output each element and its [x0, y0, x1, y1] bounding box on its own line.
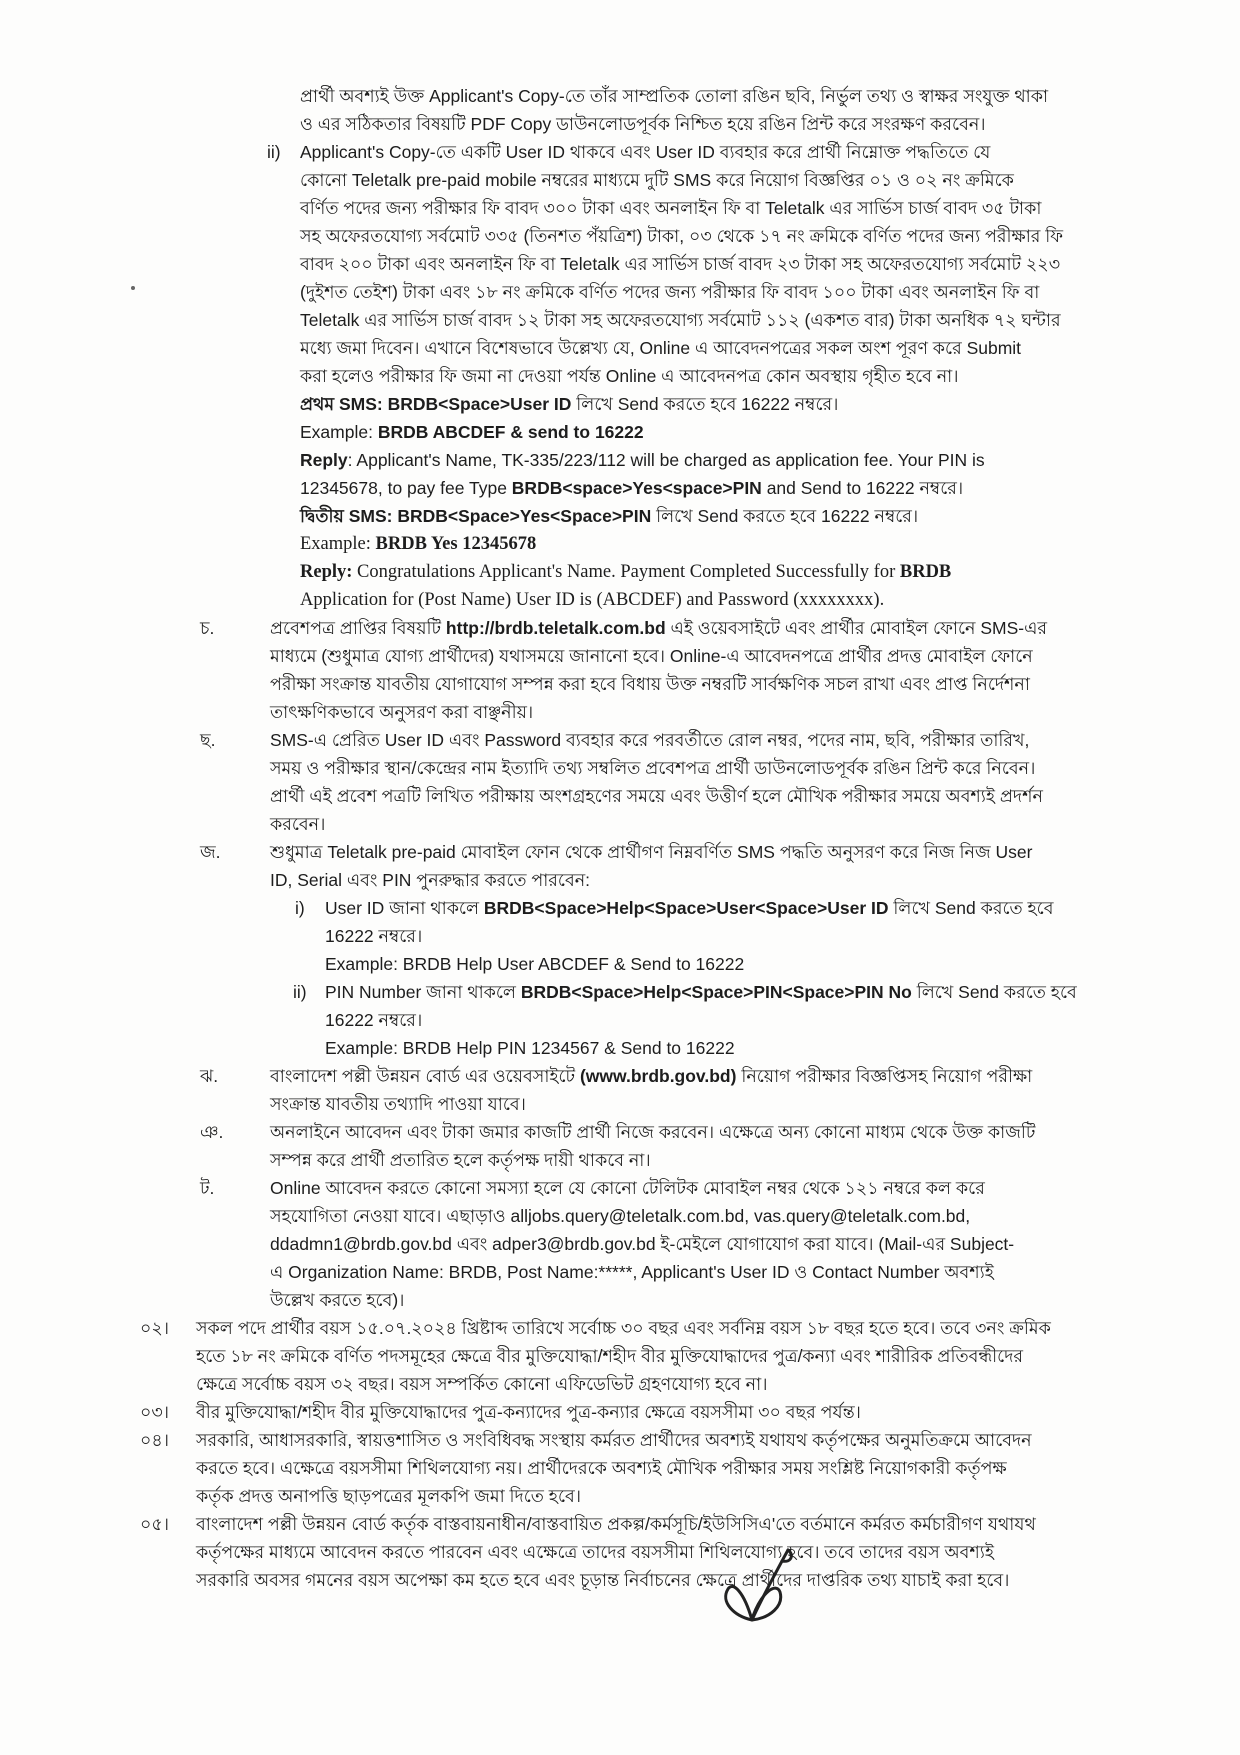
- text-line: মধ্যে জমা দিবেন। এখানে বিশেষভাবে উল্লেখ্য যে, Online এ আবেদনপত্রের সকল অংশ পূরণ করে Submit: [300, 338, 1022, 358]
- item-ja-sub-i-marker: i): [295, 898, 305, 918]
- item-02-age-limit-marker: ০২।: [140, 1318, 170, 1338]
- text-line: করতে হবে। এক্ষেত্রে বয়সসীমা শিথিলযোগ্য নয়। প্রার্থীদেরকে অবশ্যই মৌখিক পরীক্ষার সময় সংশ্লিষ্ট নিয়োগকারী কর্তৃপক্ষ: [196, 1458, 1007, 1478]
- text-line: তাৎক্ষণিকভাবে অনুসরণ করা বাঞ্ছনীয়।: [270, 702, 534, 722]
- sms-first-instruction: [300, 390, 1018, 418]
- text-line: সহযোগিতা নেওয়া যাবে। এছাড়াও alljobs.query@teletalk.com.bd, vas.query@teletalk.com.bd,: [270, 1206, 971, 1226]
- item-ja-sub-i-example: [325, 950, 1015, 978]
- text-line: প্রবেশপত্র প্রাপ্তির বিষয়টি http://brdb.teletalk.com.bd এই ওয়েবসাইটে এবং প্রার্থীর মোবাইল ফোনে SMS-এর: [270, 618, 1048, 638]
- item-cha-admit-card: [200, 614, 1048, 726]
- text-line: সম্পন্ন করে প্রার্থী প্রতারিত হলে কর্তৃপক্ষ দায়ী থাকবে না।: [270, 1150, 651, 1170]
- text-line: Example: BRDB ABCDEF & send to 16222: [300, 422, 644, 442]
- item-ta-helpline: [200, 1174, 1016, 1314]
- text-line: Applicant's Copy-তে একটি User ID থাকবে এবং User ID ব্যবহার করে প্রার্থী নিম্নোক্ত পদ্ধতিতে যে: [300, 142, 991, 162]
- item-ja-recovery: [200, 838, 1033, 894]
- text-line: ও এর সঠিকতার বিষয়টি PDF Copy ডাউনলোডপূর্বক নিশ্চিত হয়ে রঙিন প্রিন্ট করে সংরক্ষণ করবেন।: [300, 114, 986, 134]
- text-line: ddadmn1@brdb.gov.bd এবং adper3@brdb.gov.bd ই-মেইলে যোগাযোগ করা যাবে। (Mail-এর Subject-: [270, 1234, 1015, 1254]
- text-line: কর্তৃক প্রদত্ত অনাপত্তি ছাড়পত্রের মূলকপি জমা দিতে হবে।: [196, 1486, 581, 1506]
- text-line: কর্তৃপক্ষের মাধ্যমে আবেদন করতে পারবেন এবং এক্ষেত্রে তাদের বয়সসীমা শিথিলযোগ্য হবে। তবে তাদের বয়স অবশ্যই: [196, 1542, 994, 1562]
- text-line: ক্ষেত্রে সর্বোচ্চ বয়স ৩২ বছর। বয়স সম্পর্কিত কোনো এফিডেভিট গ্রহণযোগ্য হবে না।: [196, 1374, 768, 1394]
- item-03-freedom-fighter-age-marker: ০৩।: [140, 1402, 170, 1422]
- text-line: PIN Number জানা থাকলে BRDB<Space>Help<Space>PIN<Space>PIN No লিখে Send করতে হবে: [325, 982, 1077, 1002]
- item-cha-admit-card-marker: চ.: [200, 618, 215, 638]
- sms-second-instruction: [300, 502, 1018, 530]
- stray-ink-dot: [131, 286, 135, 290]
- para-applicants-copy-note: [300, 82, 1049, 138]
- sms-first-example: [300, 418, 1018, 446]
- text-line: উল্লেখ করতে হবে)।: [270, 1290, 405, 1310]
- item-04-govt-employees-marker: ০৪।: [140, 1430, 169, 1450]
- text-line: শুধুমাত্র Teletalk pre-paid মোবাইল ফোন থেকে প্রার্থীগণ নিম্নবর্ণিত SMS পদ্ধতি অনুসরণ করে নিজ নিজ User: [270, 842, 1033, 862]
- text-line: করবেন।: [270, 814, 326, 834]
- text-line: সহ অফেরতযোগ্য সর্বমোট ৩৩৫ (তিনশত পঁয়ত্রিশ) টাকা, ০৩ থেকে ১৭ নং ক্রমিকে বর্ণিত পদের জন্য পরীক্ষার ফি: [300, 226, 1064, 246]
- item-jha-website: [200, 1062, 1033, 1118]
- text-line: Online আবেদন করতে কোনো সমস্যা হলে যে কোনো টেলিটক মোবাইল নম্বর থেকে ১২১ নম্বরে কল করে: [270, 1178, 985, 1198]
- text-line: (দুইশত তেইশ) টাকা এবং ১৮ নং ক্রমিকে বর্ণিত পদের জন্য পরীক্ষার ফি বাবদ ১০০ টাকা এবং অনলাইন ফি বা: [300, 282, 1040, 302]
- text-line: Reply: Congratulations Applicant's Name. Payment Completed Successfully for BRDB: [300, 562, 952, 582]
- text-line: বাংলাদেশ পল্লী উন্নয়ন বোর্ড এর ওয়েবসাইটে (www.brdb.gov.bd) নিয়োগ পরীক্ষার বিজ্ঞপ্তিসহ নিয়োগ পরীক্ষা: [270, 1066, 1033, 1086]
- item-ta-helpline-marker: ট.: [200, 1178, 215, 1198]
- sms-first-reply: [300, 446, 1020, 502]
- text-line: বাবদ ২০০ টাকা এবং অনলাইন ফি বা Teletalk এর সার্ভিস চার্জ বাবদ ২৩ টাকা সহ অফেরতযোগ্য সর্বমোট ২২৩: [300, 254, 1061, 274]
- item-jha-website-marker: ঝ.: [200, 1066, 219, 1086]
- item-02-age-limit: [140, 1314, 1051, 1398]
- text-line: অনলাইনে আবেদন এবং টাকা জমার কাজটি প্রার্থী নিজে করবেন। এক্ষেত্রে অন্য কোনো মাধ্যম থেকে উক্ত কাজটি: [270, 1122, 1036, 1142]
- text-line: বর্ণিত পদের জন্য পরীক্ষার ফি বাবদ ৩০০ টাকা এবং অনলাইন ফি বা Teletalk এর সার্ভিস চার্জ বাবদ ৩৫ টাকা: [300, 198, 1042, 218]
- text-line: প্রথম SMS: BRDB<Space>User ID লিখে Send করতে হবে 16222 নম্বরে।: [300, 394, 839, 414]
- item-ja-sub-i: [295, 894, 1054, 950]
- sms-second-reply: [300, 558, 1020, 614]
- text-line: 16222 নম্বরে।: [325, 926, 423, 946]
- text-line: প্রার্থী অবশ্যই উক্ত Applicant's Copy-তে তাঁর সাম্প্রতিক তোলা রঙিন ছবি, নির্ভুল তথ্য ও স্বাক্ষর সংযুক্ত থাকা: [300, 86, 1049, 106]
- item-chha-admit-print: [200, 726, 1043, 838]
- text-line: Example: BRDB Help PIN 1234567 & Send to 16222: [325, 1038, 735, 1058]
- item-04-govt-employees: [140, 1426, 1032, 1510]
- item-ja-sub-ii-example: [325, 1034, 1015, 1062]
- text-line: Reply: Applicant's Name, TK-335/223/112 will be charged as application fee. Your PIN is: [300, 450, 985, 470]
- item-05-brdb-employees-marker: ০৫।: [140, 1514, 169, 1534]
- text-line: Example: BRDB Help User ABCDEF & Send to 16222: [325, 954, 745, 974]
- item-nio-self-apply-marker: ঞ.: [200, 1122, 224, 1142]
- text-line: কোনো Teletalk pre-paid mobile নম্বরের মাধ্যমে দুটি SMS করে নিয়োগ বিজ্ঞপ্তির ০১ ও ০২ নং ক্রমিকে: [300, 170, 1014, 190]
- text-line: মাধ্যমে (শুধুমাত্র যোগ্য প্রার্থীদের) যথাসময়ে জানানো হবে। Online-এ আবেদনপত্রে প্রার্থীর প্রদত্ত মোবাইল ফোনে: [270, 646, 1033, 666]
- item-03-freedom-fighter-age: [140, 1398, 1016, 1426]
- text-line: User ID জানা থাকলে BRDB<Space>Help<Space>User<Space>User ID লিখে Send করতে হবে: [325, 898, 1054, 918]
- text-line: Application for (Post Name) User ID is (ABCDEF) and Password (xxxxxxxx).: [300, 590, 885, 610]
- item-ja-sub-ii-marker: ii): [293, 982, 307, 1002]
- item-ii-fee-instructions-marker: ii): [267, 142, 281, 162]
- text-line: দ্বিতীয় SMS: BRDB<Space>Yes<Space>PIN লিখে Send করতে হবে 16222 নম্বরে।: [300, 506, 919, 526]
- text-line: Teletalk এর সার্ভিস চার্জ বাবদ ১২ টাকা সহ অফেরতযোগ্য সর্বমোট ১১২ (একশত বার) টাকা অনধিক ৭২ ঘন্টার: [300, 310, 1061, 330]
- text-line: বীর মুক্তিযোদ্ধা/শহীদ বীর মুক্তিযোদ্ধাদের পুত্র-কন্যাদের পুত্র-কন্যার ক্ষেত্রে বয়সসীমা ৩০ বছর পর্যন্ত।: [196, 1402, 861, 1422]
- item-nio-self-apply: [200, 1118, 1036, 1174]
- text-line: SMS-এ প্রেরিত User ID এবং Password ব্যবহার করে পরবর্তীতে রোল নম্বর, পদের নাম, ছবি, পরীক্ষার তারিখ,: [270, 730, 1030, 750]
- text-line: সকল পদে প্রার্থীর বয়স ১৫.০৭.২০২৪ খ্রিষ্টাব্দ তারিখে সর্বোচ্চ ৩০ বছর এবং সর্বনিম্ন বয়স ১৮ বছর হতে হবে। তবে ৩নং ক্রমিক: [196, 1318, 1051, 1338]
- text-line: সংক্রান্ত যাবতীয় তথ্যাদি পাওয়া যাবে।: [270, 1094, 526, 1114]
- text-line: সরকারি অবসর গমনের বয়স অপেক্ষা কম হতে হবে এবং চূড়ান্ত নির্বাচনের ক্ষেত্রে প্রার্থীদের দাপ্তরিক তথ্য যাচাই করা হবে।: [196, 1570, 1010, 1590]
- text-line: সময় ও পরীক্ষার স্থান/কেন্দ্রের নাম ইত্যাদি তথ্য সম্বলিত প্রবেশপত্র প্রার্থী ডাউনলোডপূর্বক রঙিন প্রিন্ট করে নিবেন।: [270, 758, 1036, 778]
- text-line: হতে ১৮ নং ক্রমিকে বর্ণিত পদসমূহের ক্ষেত্রে বীর মুক্তিযোদ্ধা/শহীদ বীর মুক্তিযোদ্ধাদের পুত্র/কন্যা এবং শারীরিক প্রতিবন্ধীদের: [196, 1346, 1024, 1366]
- text-line: Example: BRDB Yes 12345678: [300, 534, 537, 554]
- text-line: করা হলেও পরীক্ষার ফি জমা না দেওয়া পর্যন্ত Online এ আবেদনপত্র কোন অবস্থায় গৃহীত হবে না।: [300, 366, 959, 386]
- sms-second-example: [300, 530, 1018, 558]
- item-ii-fee-instructions: [267, 138, 1064, 390]
- item-05-brdb-employees: [140, 1510, 1036, 1594]
- text-line: প্রার্থী এই প্রবেশ পত্রটি লিখিত পরীক্ষায় অংশগ্রহণের সময়ে এবং উত্তীর্ণ হলে মৌখিক পরীক্ষার সময়ে অবশ্যই প্রদর্শন: [270, 786, 1043, 806]
- text-line: 12345678, to pay fee Type BRDB<space>Yes<space>PIN and Send to 16222 নম্বরে।: [300, 478, 964, 498]
- item-ja-recovery-marker: জ.: [200, 842, 221, 862]
- item-ja-sub-ii: [293, 978, 1077, 1034]
- text-line: বাংলাদেশ পল্লী উন্নয়ন বোর্ড কর্তৃক বাস্তবায়নাধীন/বাস্তবায়িত প্রকল্প/কর্মসূচি/ইউসিসিএ'তে বর্তমানে কর্মরত কর্মচারীগণ যথাযথ: [196, 1514, 1036, 1534]
- item-chha-admit-print-marker: ছ.: [200, 730, 216, 750]
- text-line: 16222 নম্বরে।: [325, 1010, 423, 1030]
- text-line: এ Organization Name: BRDB, Post Name:*****, Applicant's User ID ও Contact Number অবশ্যই: [270, 1262, 994, 1282]
- text-line: পরীক্ষা সংক্রান্ত যাবতীয় যোগাযোগ সম্পন্ন করা হবে বিধায় উক্ত নম্বরটি সার্বক্ষণিক সচল রাখা এবং প্রাপ্ত নির্দেশনা: [270, 674, 1030, 694]
- text-line: সরকারি, আধাসরকারি, স্বায়ত্তশাসিত ও সংবিধিবদ্ধ সংস্থায় কর্মরত প্রার্থীদের অবশ্যই যথাযথ কর্তৃপক্ষের অনুমতিক্রমে আবেদন: [196, 1430, 1032, 1450]
- text-line: ID, Serial এবং PIN পুনরুদ্ধার করতে পারবেন:: [270, 870, 591, 890]
